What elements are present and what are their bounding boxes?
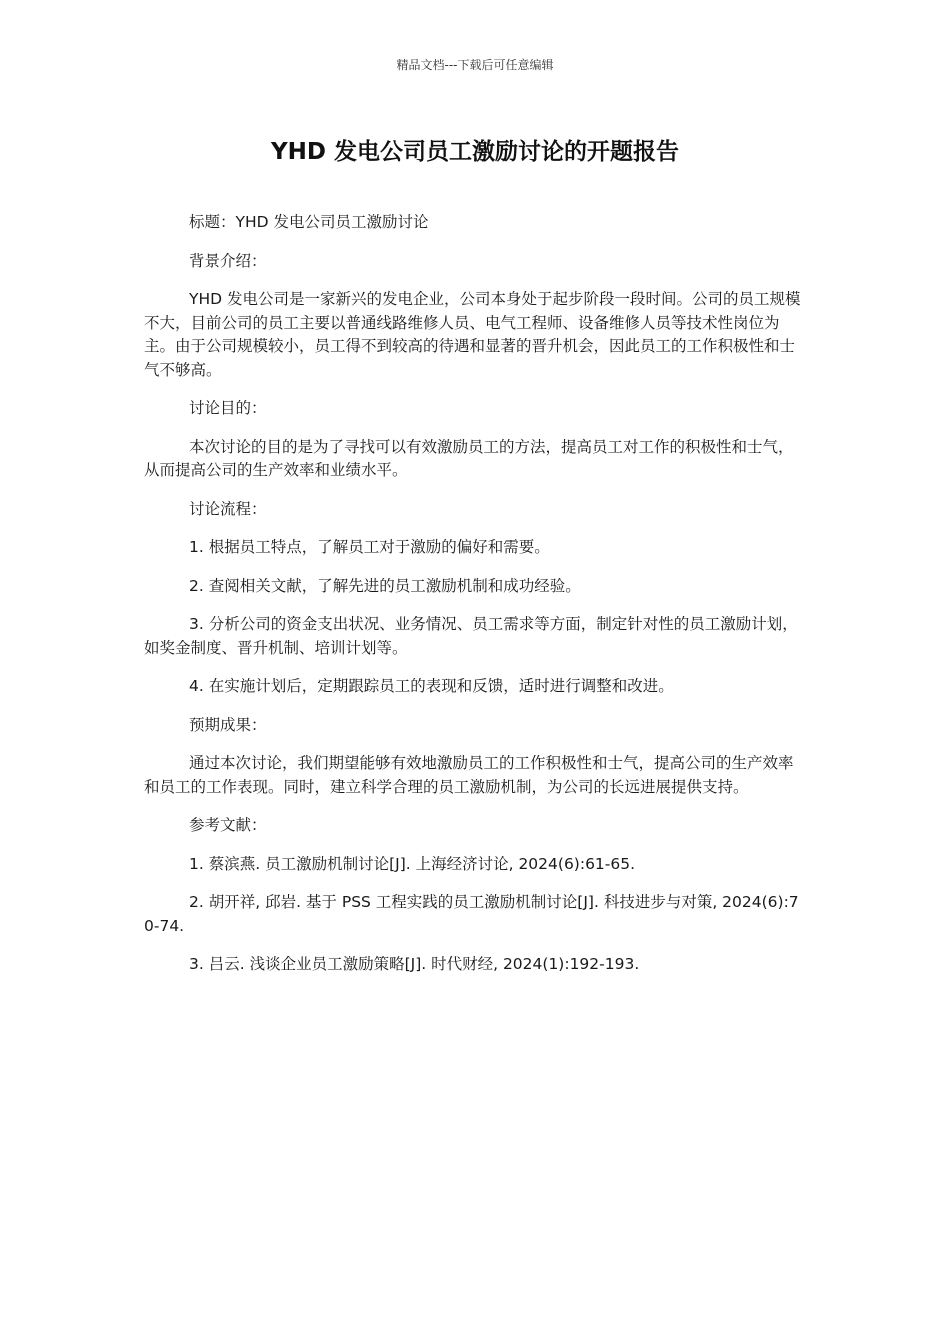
section-heading-outcomes: 预期成果： xyxy=(189,715,267,734)
section-heading-background: 背景介绍： xyxy=(189,251,267,270)
reference-item: 2. 胡开祥, 邱岩. 基于 PSS 工程实践的员工激励机制讨论[J]. 科技进步与对策, 2024(6):70-74. xyxy=(144,893,799,935)
process-step: 4. 在实施计划后，定期跟踪员工的表现和反馈，适时进行调整和改进。 xyxy=(189,677,674,695)
reference-item: 3. 吕云. 浅谈企业员工激励策略[J]. 时代财经, 2024(1):192-193. xyxy=(189,955,640,973)
background-paragraph: YHD 发电公司是一家新兴的发电企业，公司本身处于起步阶段一段时间。公司的员工规模不大，目前公司的员工主要以普通线路维修人员、电气工程师、设备维修人员等技术性岗位为主。由于公司规模较小，员工得不到较高的待遇和显著的晋升机会，因此员工的工作积极性和士气不够高。 xyxy=(144,290,801,379)
purpose-paragraph: 本次讨论的目的是为了寻找可以有效激励员工的方法，提高员工对工作的积极性和士气，从而提高公司的生产效率和业绩水平。 xyxy=(144,437,794,479)
section-heading-process: 讨论流程： xyxy=(189,499,267,518)
reference-item: 1. 蔡滨燕. 员工激励机制讨论[J]. 上海经济讨论, 2024(6):61-65. xyxy=(189,854,636,873)
page-header: 精品文档---下载后可任意编辑 xyxy=(396,58,554,72)
process-step: 1. 根据员工特点，了解员工对于激励的偏好和需要。 xyxy=(189,538,550,556)
section-heading-references: 参考文献： xyxy=(189,816,267,834)
document-title: YHD 发电公司员工激励讨论的开题报告 xyxy=(270,139,679,165)
process-step: 2. 查阅相关文献，了解先进的员工激励机制和成功经验。 xyxy=(189,576,581,595)
process-step: 3. 分析公司的资金支出状况、业务情况、员工需求等方面，制定针对性的员工激励计划，如奖金制度、晋升机制、培训计划等。 xyxy=(144,615,798,657)
document-body xyxy=(144,211,808,992)
title-line: 标题：YHD 发电公司员工激励讨论 xyxy=(189,213,429,231)
section-heading-purpose: 讨论目的： xyxy=(189,399,267,417)
outcomes-paragraph: 通过本次讨论，我们期望能够有效地激励员工的工作积极性和士气，提高公司的生产效率和员工的工作表现。同时，建立科学合理的员工激励机制，为公司的长远进展提供支持。 xyxy=(144,754,794,796)
